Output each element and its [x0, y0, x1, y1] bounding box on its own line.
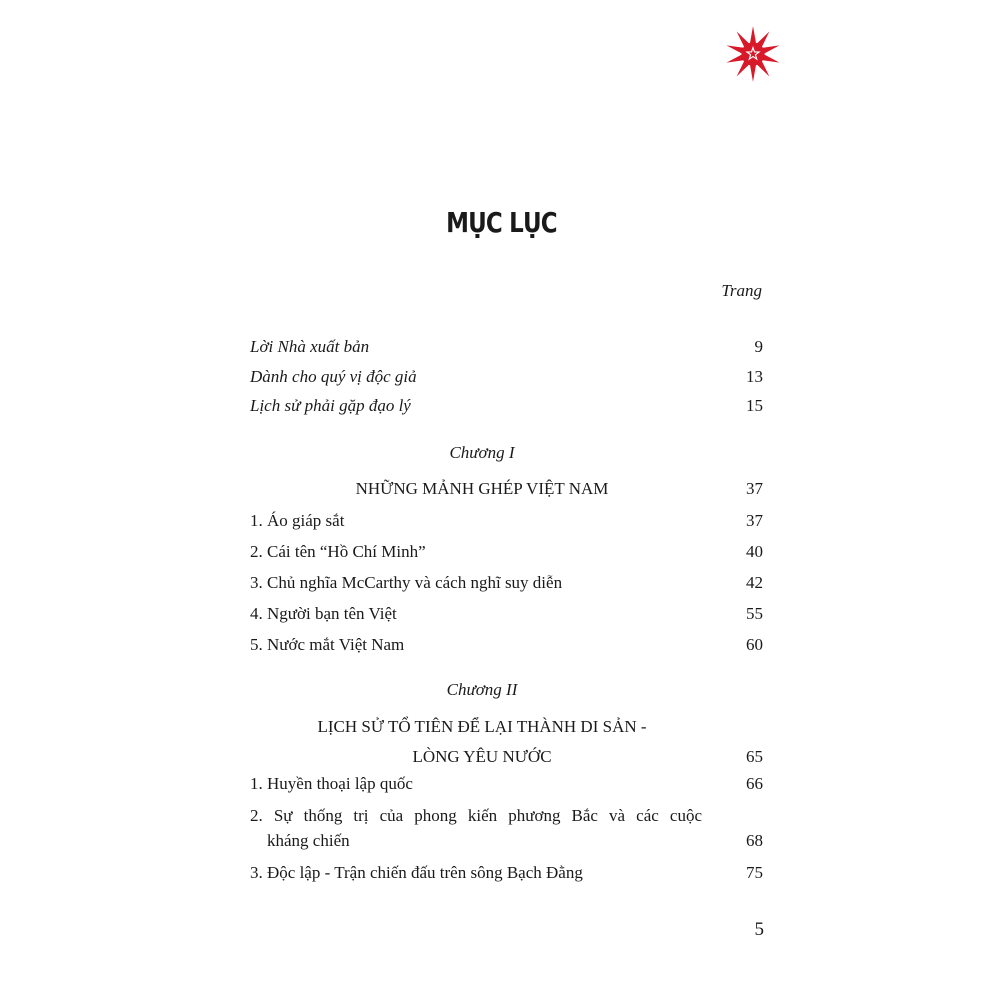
chapter-page: 65	[746, 747, 763, 766]
red-star-logo-icon	[724, 25, 782, 83]
toc-entry-title: 2. Cái tên “Hồ Chí Minh”	[250, 542, 426, 561]
chapter-title-line: LỊCH SỬ TỔ TIÊN ĐỂ LẠI THÀNH DI SẢN -	[317, 717, 647, 736]
chapter-label: Chương II	[446, 680, 518, 699]
toc-entry-title: Dành cho quý vị độc giả	[250, 367, 417, 386]
chapter-title-line: LÒNG YÊU NƯỚC	[412, 747, 552, 766]
toc-entry-title: 2. Sự thống trị của phong kiến phương Bắc và các cuộc	[250, 806, 702, 825]
toc-entry-page: 15	[746, 396, 763, 415]
toc-entry-title-continuation: kháng chiến	[267, 831, 350, 850]
toc-entry-page: 9	[754, 337, 763, 356]
chapter-label: Chương I	[449, 443, 515, 462]
toc-entry[interactable]	[250, 803, 763, 853]
toc-entry-title: Lịch sử phải gặp đạo lý	[250, 396, 411, 415]
chapter-title[interactable]	[250, 712, 763, 772]
toc-entry-page: 13	[746, 367, 763, 386]
toc-entry-title: 1. Huyền thoại lập quốc	[250, 774, 413, 793]
toc-entry-page: 40	[746, 542, 763, 561]
chapter-title-text: NHỮNG MẢNH GHÉP VIỆT NAM	[355, 479, 609, 498]
toc-entry-title: 4. Người bạn tên Việt	[250, 604, 397, 623]
toc-entry-page: 37	[746, 511, 763, 530]
toc-entry-title: 1. Áo giáp sắt	[250, 511, 345, 530]
page-title: MỤC LỤC	[446, 206, 557, 239]
chapter-page: 37	[746, 479, 763, 498]
toc-entry-page: 75	[746, 863, 763, 882]
toc-entry-title: 5. Nước mắt Việt Nam	[250, 635, 405, 654]
toc-entry-page: 42	[746, 573, 763, 592]
chapter-title[interactable]	[250, 474, 763, 504]
page-column-label: Trang	[721, 281, 762, 300]
toc-entry-page: 55	[746, 604, 763, 623]
toc-entry-title: Lời Nhà xuất bản	[250, 337, 370, 356]
toc-entry-title: 3. Độc lập - Trận chiến đấu trên sông Bạch Đằng	[250, 863, 583, 882]
toc-entry-page: 60	[746, 635, 763, 654]
toc-entry-page: 68	[746, 831, 763, 850]
page-number: 5	[754, 919, 764, 940]
toc-entry-page: 66	[746, 774, 763, 793]
toc-entry-title: 3. Chủ nghĩa McCarthy và cách nghĩ suy diễn	[250, 573, 563, 592]
